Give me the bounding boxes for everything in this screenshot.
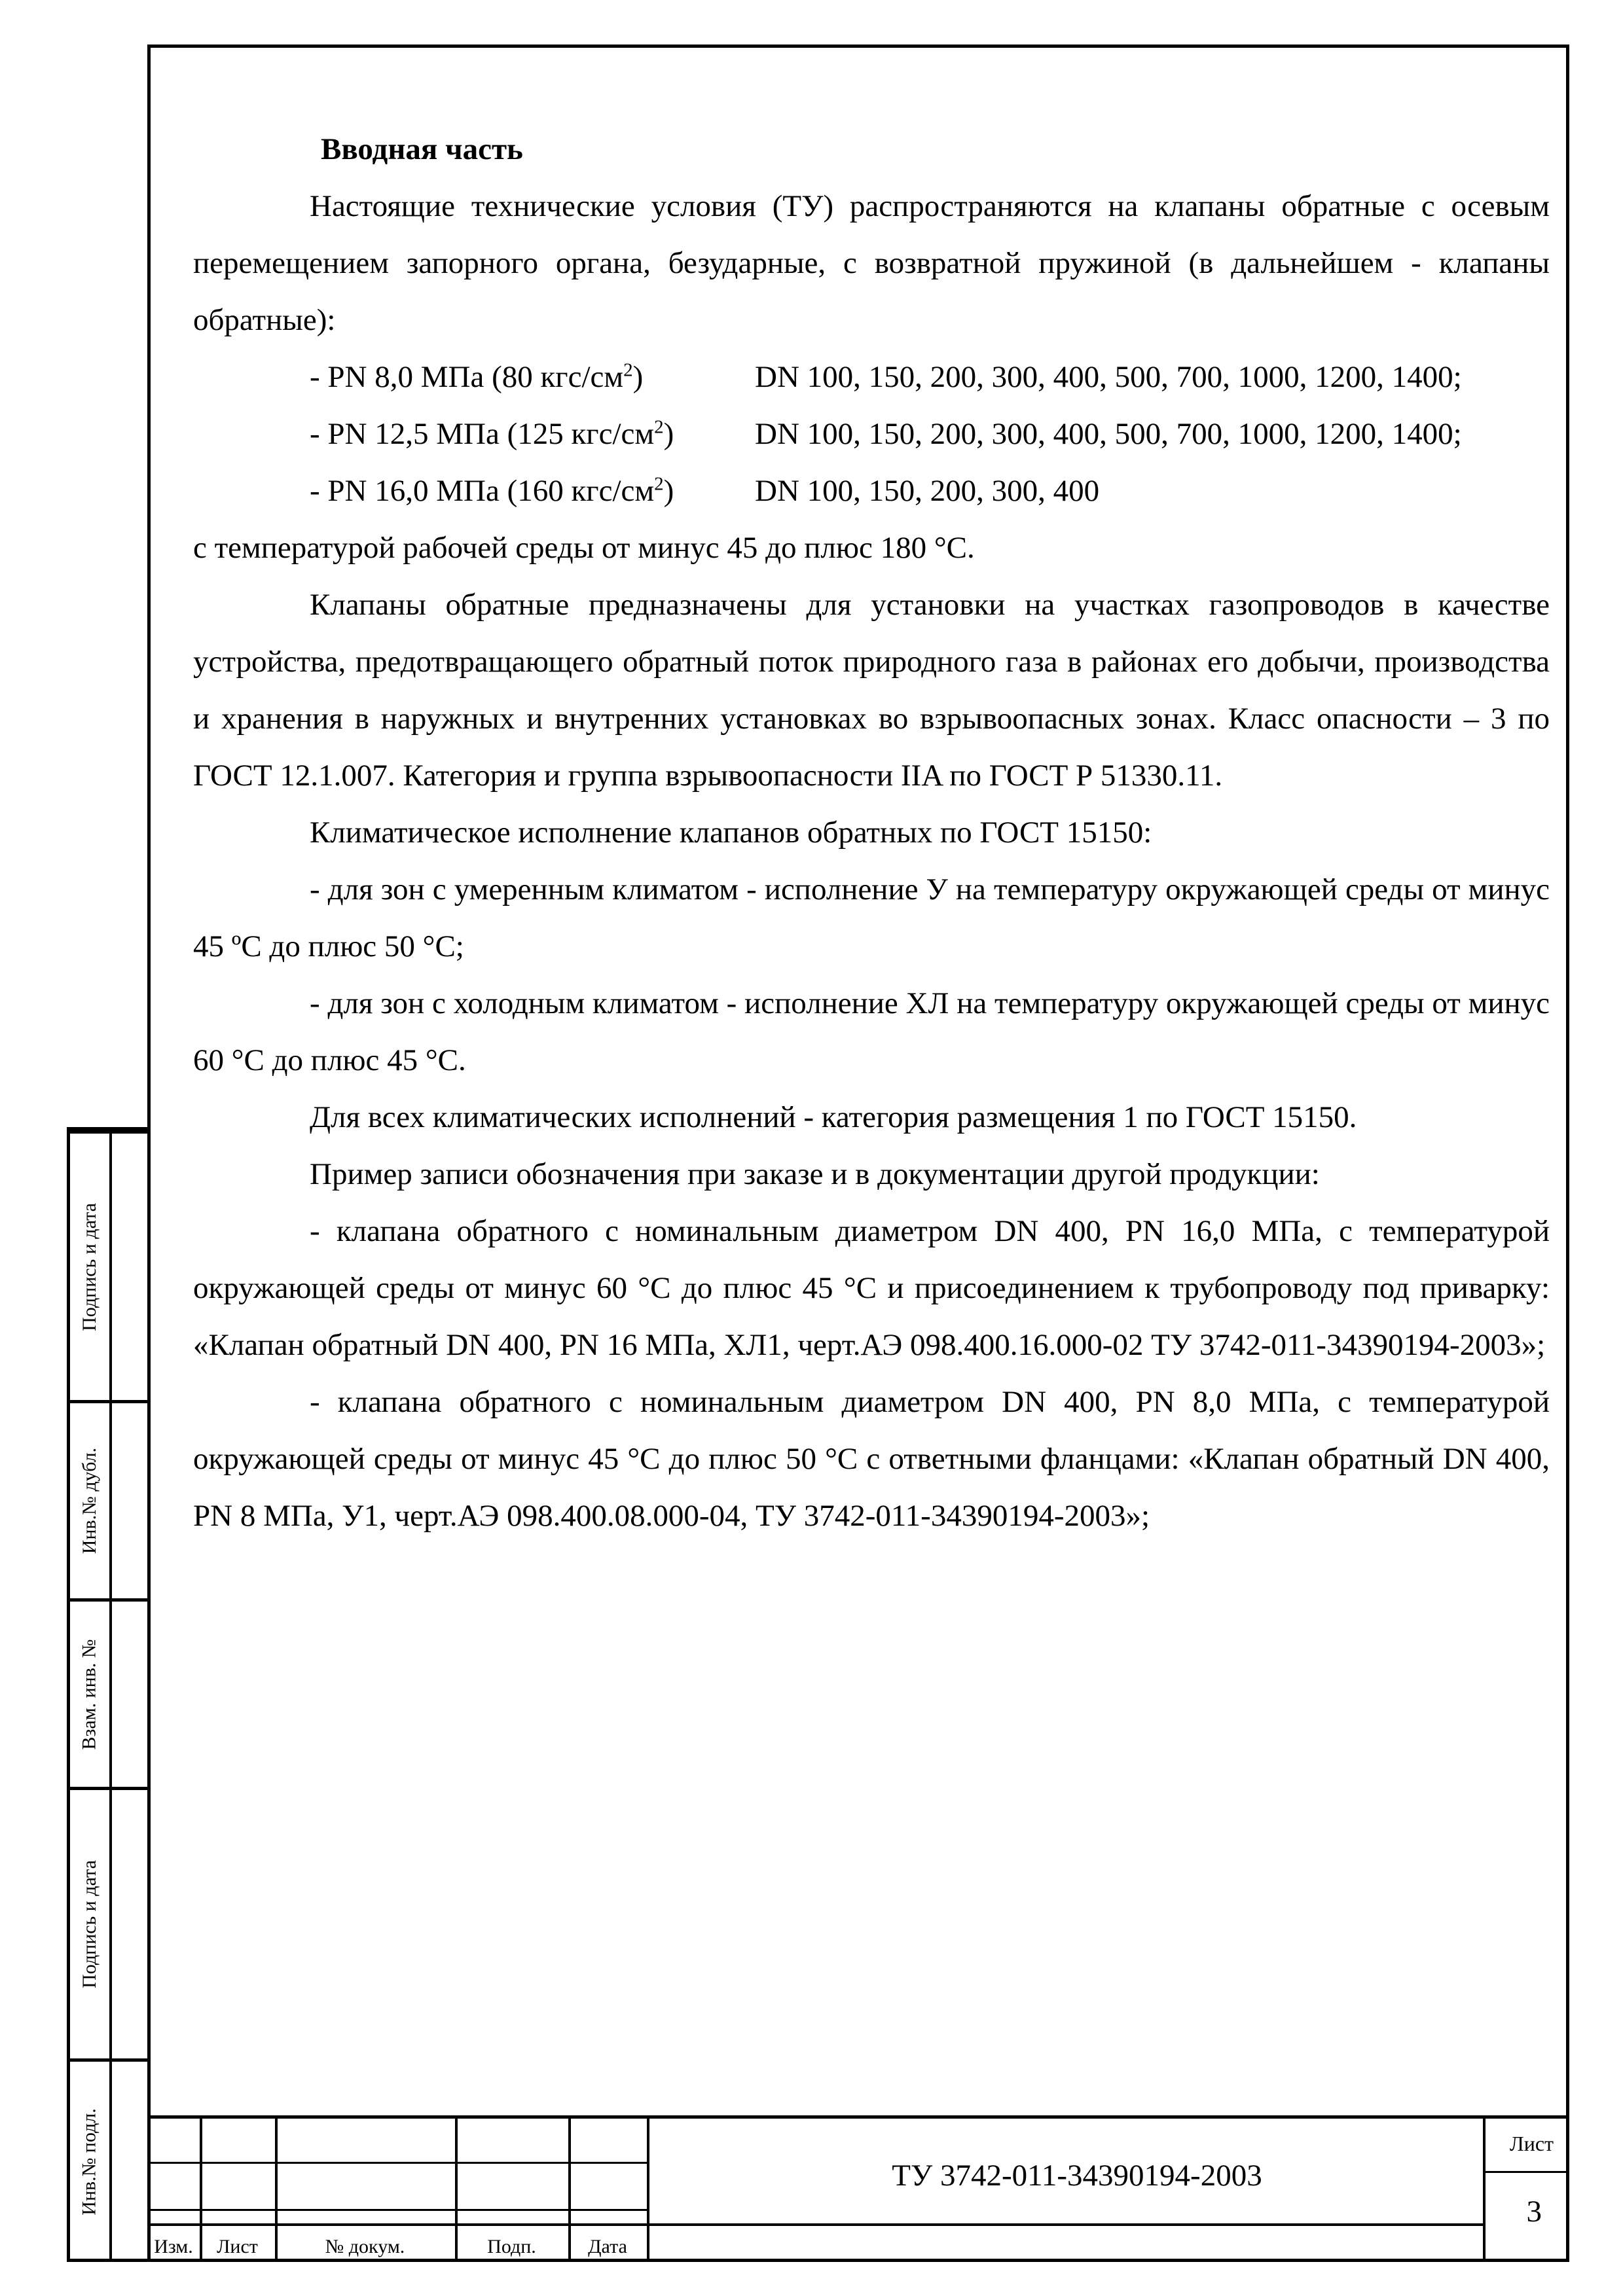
header-signature: Подп. [487, 2236, 536, 2257]
pressure-class: - PN 8,0 МПа (80 кгс/см [310, 360, 624, 394]
sheet-label: Лист [1509, 2132, 1554, 2155]
paragraph-placement: Для всех климатических исполнений - категория размещения 1 по ГОСТ 15150. [310, 1100, 1357, 1134]
side-cell-orig-inv: Инв.№ подл. [70, 2058, 147, 2262]
header-change: Изм. [154, 2236, 193, 2257]
section-heading: Вводная часть [321, 132, 523, 166]
document-body [193, 121, 1550, 1545]
side-cell-dup-inv: Инв.№ дубл. [70, 1400, 147, 1598]
nominal-diameters: DN 100, 150, 200, 300, 400, 500, 700, 1000, 1200, 1400; [755, 417, 1462, 451]
paragraph-temperature: с температурой рабочей среды от минус 45 до плюс 180 °С. [193, 531, 975, 565]
side-cell-signature-2: Подпись и дата [70, 1787, 147, 2058]
nominal-diameters: DN 100, 150, 200, 300, 400 [755, 474, 1100, 508]
nominal-diameters: DN 100, 150, 200, 300, 400, 500, 700, 1000, 1200, 1400; [755, 360, 1462, 394]
paragraph-example-1: - клапана обратного с номинальным диаметром DN 400, PN 16,0 МПа, с температурой окружающей среды от минус 60 °С до плюс 45 °С и присоединением к трубопроводу под приварку: «Клапан обратный DN 400, PN 16 МПа, ХЛ1, черт.АЭ 098.400.16.000-02 ТУ 3742-011-34390194-2003»; [193, 1214, 1550, 1362]
pressure-row-1: - PN 8,0 МПа (80 кгс/$см^2$) DN 100, 150, 200, 300, 400, 500, 700, 1000, 1200, 1400; [193, 349, 1550, 406]
pressure-row-2: - PN 12,5 МПа (125 кгс/$см^2$) DN 100, 150, 200, 300, 400, 500, 700, 1000, 1200, 1400; [193, 406, 1550, 463]
paragraph-climate: Климатическое исполнение клапанов обратных по ГОСТ 15150: [310, 816, 1152, 850]
pressure-class: - PN 12,5 МПа (125 кгс/см [310, 417, 655, 451]
paragraph-example-2: - клапана обратного с номинальным диаметром DN 400, PN 8,0 МПа, с температурой окружающей среды от минус 45 °С до плюс 50 °С с ответными фланцами: «Клапан обратный DN 400, PN 8 МПа, У1, черт.АЭ 098.400.08.000-04, ТУ 3742-011-34390194-2003»; [193, 1385, 1550, 1533]
side-cell-signature: Подпись и дата [70, 1130, 147, 1400]
paragraph-example-intro: Пример записи обозначения при заказе и в документации другой продукции: [310, 1157, 1320, 1191]
header-doc-number: № докум. [325, 2236, 405, 2257]
pressure-class: - PN 16,0 МПа (160 кгс/см [310, 474, 655, 508]
header-date: Дата [588, 2236, 627, 2257]
pressure-row-3: - PN 16,0 МПа (160 кгс/$см^2$) DN 100, 150, 200, 300, 400 [193, 463, 1550, 520]
side-cell-replace-inv: Взам. инв. № [70, 1598, 147, 1787]
paragraph-climate-hl: - для зон с холодным климатом - исполнение ХЛ на температуру окружающей среды от минус 60 °С до плюс 45 °С. [193, 986, 1550, 1077]
header-sheet: Лист [217, 2236, 258, 2257]
paragraph-scope: Настоящие технические условия (ТУ) распространяются на клапаны обратные с осевым перемещением запорного органа, безударные, с возвратной пружиной (в дальнейшем - клапаны обратные): [193, 189, 1550, 337]
document-code: ТУ 3742-011-34390194-2003 [892, 2159, 1262, 2193]
paragraph-climate-u: - для зон с умеренным климатом - исполнение У на температуру окружающей среды от минус 45 ºС до плюс 50 °С; [193, 872, 1550, 963]
sheet-number: 3 [1526, 2195, 1542, 2229]
side-stamp-strip [67, 1127, 147, 2262]
paragraph-purpose: Клапаны обратные предназначены для установки на участках газопроводов в качестве устройства, предотвращающего обратный поток природного газа в районах его добычи, производства и хранения в наружных и внутренних установках во взрывоопасных зонах. Класс опасности – 3 по ГОСТ 12.1.007. Категория и группа взрывоопасности IIA по ГОСТ Р 51330.11. [193, 588, 1550, 793]
title-block [147, 2115, 1569, 2262]
